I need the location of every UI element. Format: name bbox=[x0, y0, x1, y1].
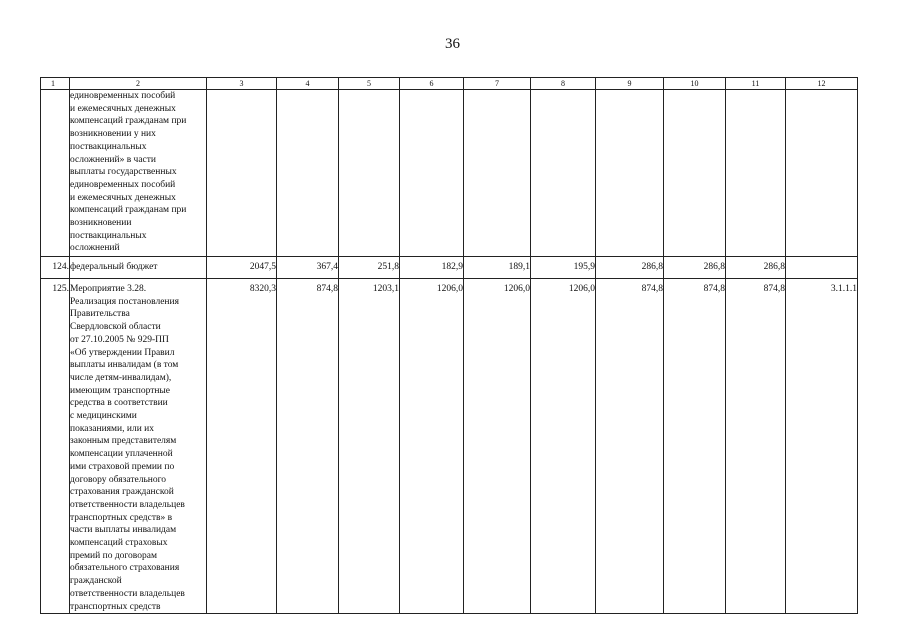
row-name-cell bbox=[70, 279, 207, 614]
text-line: поствакцинальных bbox=[70, 230, 147, 241]
value-cell bbox=[596, 90, 664, 257]
text-line: выплаты государственных bbox=[70, 167, 177, 178]
code-cell bbox=[786, 257, 858, 279]
header-cell: 7 bbox=[464, 78, 531, 90]
row-name-cell bbox=[70, 90, 207, 257]
value-cell: 874,8 bbox=[664, 279, 726, 614]
text-line: компенсации уплаченной bbox=[70, 449, 173, 460]
text-line: показаниями, или их bbox=[70, 423, 154, 434]
value-cell: 286,8 bbox=[664, 257, 726, 279]
text-line: Правительства bbox=[70, 309, 130, 320]
value-cell: 195,9 bbox=[531, 257, 596, 279]
text-line: и ежемесячных денежных bbox=[70, 192, 176, 203]
header-cell: 12 bbox=[786, 78, 858, 90]
header-cell: 9 bbox=[596, 78, 664, 90]
row-number-cell: 125. bbox=[41, 279, 70, 614]
text-line: имеющим транспортные bbox=[70, 385, 171, 396]
value-cell: 1206,0 bbox=[464, 279, 531, 614]
header-cell: 3 bbox=[207, 78, 277, 90]
header-cell: 11 bbox=[726, 78, 786, 90]
header-cell: 8 bbox=[531, 78, 596, 90]
text-line: возникновении bbox=[70, 218, 132, 229]
value-cell bbox=[531, 90, 596, 257]
value-cell: 874,8 bbox=[596, 279, 664, 614]
program-table bbox=[40, 77, 858, 614]
text-line: ответственности владельцев bbox=[70, 499, 185, 510]
row-number-cell: 124. bbox=[41, 257, 70, 279]
header-cell: 10 bbox=[664, 78, 726, 90]
text-line: Мероприятие 3.28. bbox=[70, 284, 147, 294]
text-line: ими страховой премии по bbox=[70, 461, 175, 472]
text-line: осложнений bbox=[70, 243, 120, 254]
header-cell: 6 bbox=[400, 78, 464, 90]
text-line: возникновении у них bbox=[70, 129, 156, 140]
text-line: «Об утверждении Правил bbox=[70, 347, 175, 358]
text-line: осложнений» в части bbox=[70, 154, 157, 165]
header-cell: 1 bbox=[41, 78, 70, 90]
table-row-124 bbox=[41, 257, 858, 279]
text-line: Свердловской области bbox=[70, 322, 161, 333]
text-line: части выплаты инвалидам bbox=[70, 525, 177, 536]
value-cell: 367,4 bbox=[277, 257, 339, 279]
value-cell: 2047,5 bbox=[207, 257, 277, 279]
text-line: законным представителям bbox=[70, 436, 177, 447]
text-line: единовременных пособий bbox=[70, 179, 176, 190]
value-cell bbox=[207, 90, 277, 257]
table-header-row bbox=[41, 78, 858, 90]
text-line: договору обязательного bbox=[70, 474, 167, 485]
row-name-cell: федеральный бюджет bbox=[70, 257, 207, 279]
header-cell: 2 bbox=[70, 78, 207, 90]
value-cell: 189,1 bbox=[464, 257, 531, 279]
text-line: премий по договорам bbox=[70, 550, 157, 561]
text-line: компенсаций гражданам при bbox=[70, 205, 187, 216]
text-line: страхования гражданской bbox=[70, 487, 174, 498]
text-line: и ежемесячных денежных bbox=[70, 103, 176, 114]
text-line: от 27.10.2005 № 929-ПП bbox=[70, 334, 169, 345]
value-cell: 251,8 bbox=[339, 257, 400, 279]
page-number: 36 bbox=[445, 36, 460, 52]
text-line: обязательного страхования bbox=[70, 563, 180, 574]
value-cell: 182,9 bbox=[400, 257, 464, 279]
value-cell bbox=[664, 90, 726, 257]
value-cell bbox=[726, 90, 786, 257]
value-cell: 1206,0 bbox=[531, 279, 596, 614]
text-line: гражданской bbox=[70, 576, 122, 587]
text-line: компенсаций гражданам при bbox=[70, 116, 187, 127]
text-line: ответственности владельцев bbox=[70, 588, 185, 599]
text-line: поствакцинальных bbox=[70, 141, 147, 152]
text-line: Реализация постановления bbox=[70, 296, 179, 307]
text-line: средства в соответствии bbox=[70, 398, 168, 409]
value-cell: 1206,0 bbox=[400, 279, 464, 614]
value-cell: 8320,3 bbox=[207, 279, 277, 614]
table-row-125 bbox=[41, 279, 858, 614]
header-cell: 5 bbox=[339, 78, 400, 90]
text-line: с медицинскими bbox=[70, 411, 137, 422]
value-cell: 286,8 bbox=[726, 257, 786, 279]
text-line: транспортных средств» в bbox=[70, 512, 173, 523]
value-cell: 286,8 bbox=[596, 257, 664, 279]
value-cell bbox=[400, 90, 464, 257]
row-number-cell bbox=[41, 90, 70, 257]
value-cell bbox=[277, 90, 339, 257]
table-row-continuation bbox=[41, 90, 858, 257]
value-cell: 874,8 bbox=[726, 279, 786, 614]
value-cell: 874,8 bbox=[277, 279, 339, 614]
value-cell bbox=[464, 90, 531, 257]
text-line: компенсаций страховых bbox=[70, 538, 168, 549]
code-cell bbox=[786, 90, 858, 257]
header-cell: 4 bbox=[277, 78, 339, 90]
text-line: транспортных средств bbox=[70, 601, 161, 612]
value-cell bbox=[339, 90, 400, 257]
text-line: выплаты инвалидам (в том bbox=[70, 360, 179, 371]
text-line: единовременных пособий bbox=[70, 91, 176, 101]
text-line: числе детям-инвалидам), bbox=[70, 372, 172, 383]
value-cell: 1203,1 bbox=[339, 279, 400, 614]
code-cell: 3.1.1.1 bbox=[786, 279, 858, 614]
